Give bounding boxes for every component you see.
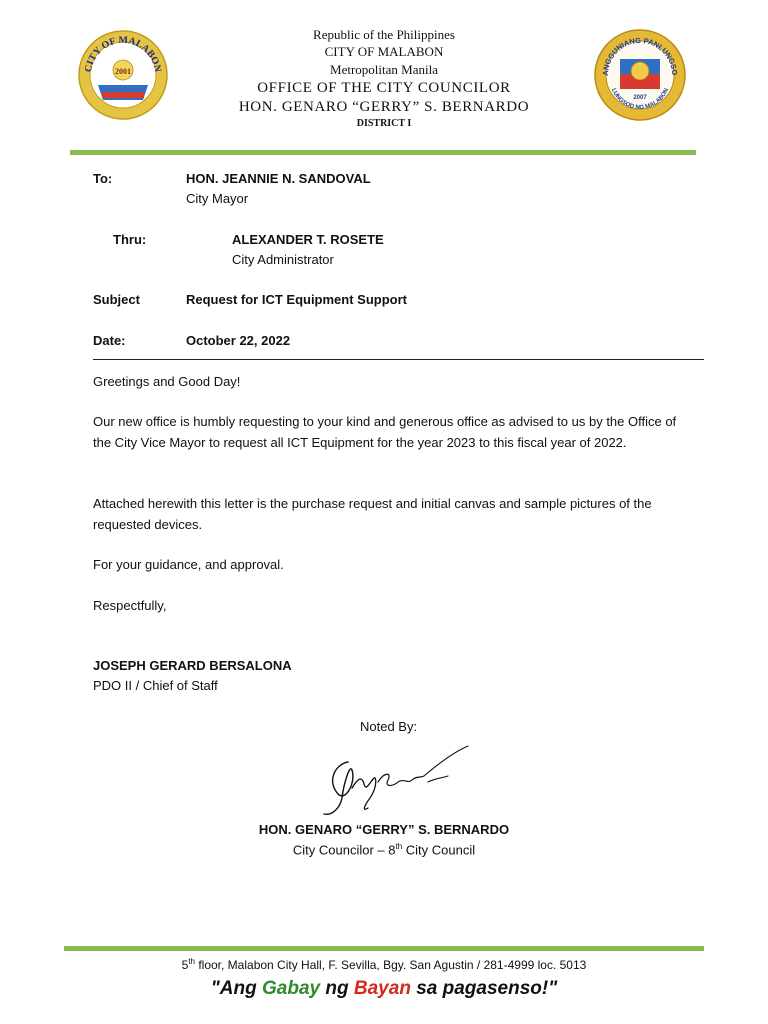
- memo-divider: [93, 359, 704, 360]
- header-office: OFFICE OF THE CITY COUNCILOR: [257, 80, 511, 96]
- header-city: CITY OF MALABON: [324, 44, 444, 59]
- header-divider: [70, 150, 696, 155]
- footer-address-pre: 5: [181, 958, 189, 972]
- svg-text:2007: 2007: [633, 95, 647, 101]
- date-label: Date:: [93, 333, 126, 348]
- subject-label: Subject: [93, 292, 140, 307]
- slogan-part-1: "Ang: [210, 978, 263, 999]
- footer-slogan: [0, 978, 768, 1000]
- subject-value: Request for ICT Equipment Support: [186, 292, 407, 307]
- header-republic: Republic of the Philippines: [313, 27, 455, 42]
- slogan-gabay: Gabay: [262, 978, 321, 999]
- svg-text:2001: 2001: [115, 67, 131, 76]
- sender-name: JOSEPH GERARD BERSALONA: [93, 658, 292, 673]
- header-councilor: HON. GENARO “GERRY” S. BERNARDO: [238, 99, 530, 115]
- footer-address-sup: th: [188, 957, 195, 966]
- thru-name: ALEXANDER T. ROSETE: [232, 232, 384, 247]
- greeting: Greetings and Good Day!: [93, 374, 241, 389]
- svg-text:CITY OF MALABON: CITY OF MALABON: [83, 34, 163, 74]
- noted-title-sup: th: [395, 842, 403, 851]
- to-title: City Mayor: [186, 191, 249, 206]
- slogan-part-5: sa pagasenso!": [410, 978, 558, 999]
- thru-label: Thru:: [113, 232, 147, 247]
- signature: [308, 742, 478, 822]
- noted-title-suffix: City Council: [402, 842, 476, 858]
- svg-text:LUNGSOD NG MALABON: LUNGSOD NG MALABON: [609, 87, 671, 112]
- footer-address: [0, 957, 768, 972]
- noted-by-label: Noted By:: [360, 719, 418, 734]
- to-label: To:: [93, 171, 113, 186]
- date-value: October 22, 2022: [186, 333, 291, 348]
- body-paragraph-1: Our new office is humbly requesting to your kind and generous office as advised to us by the Office of the City Vice Mayor to request all ICT Equipment for the year 2023 to this fiscal year of 2022.: [93, 414, 677, 450]
- sender-title: PDO II / Chief of Staff: [93, 678, 218, 693]
- header-district: DISTRICT I: [356, 118, 412, 129]
- body-paragraph-2: Attached herewith this letter is the purchase request and initial canvas and sample pictures of the requested devices.: [93, 496, 652, 532]
- to-name: HON. JEANNIE N. SANDOVAL: [186, 171, 371, 186]
- body-paragraph-3: For your guidance, and approval.: [93, 557, 284, 572]
- slogan-bayan: Bayan: [353, 978, 411, 999]
- footer-address-post: floor, Malabon City Hall, F. Sevilla, Bgy. San Agustin / 281-4999 loc. 5013: [195, 958, 587, 972]
- noted-name: HON. GENARO “GERRY” S. BERNARDO: [258, 822, 510, 837]
- noted-title: [0, 842, 768, 857]
- header-metro: Metropolitan Manila: [330, 62, 438, 77]
- slogan-part-3: ng: [320, 978, 354, 999]
- closing: Respectfully,: [93, 598, 167, 613]
- thru-title: City Administrator: [232, 252, 334, 267]
- footer-divider: [64, 946, 704, 951]
- svg-text:SANGGUNIANG PANLUNGSOD: ANGGUNIANG PANLUNGSO: [600, 35, 680, 77]
- noted-title-prefix: City Councilor – 8: [292, 842, 396, 858]
